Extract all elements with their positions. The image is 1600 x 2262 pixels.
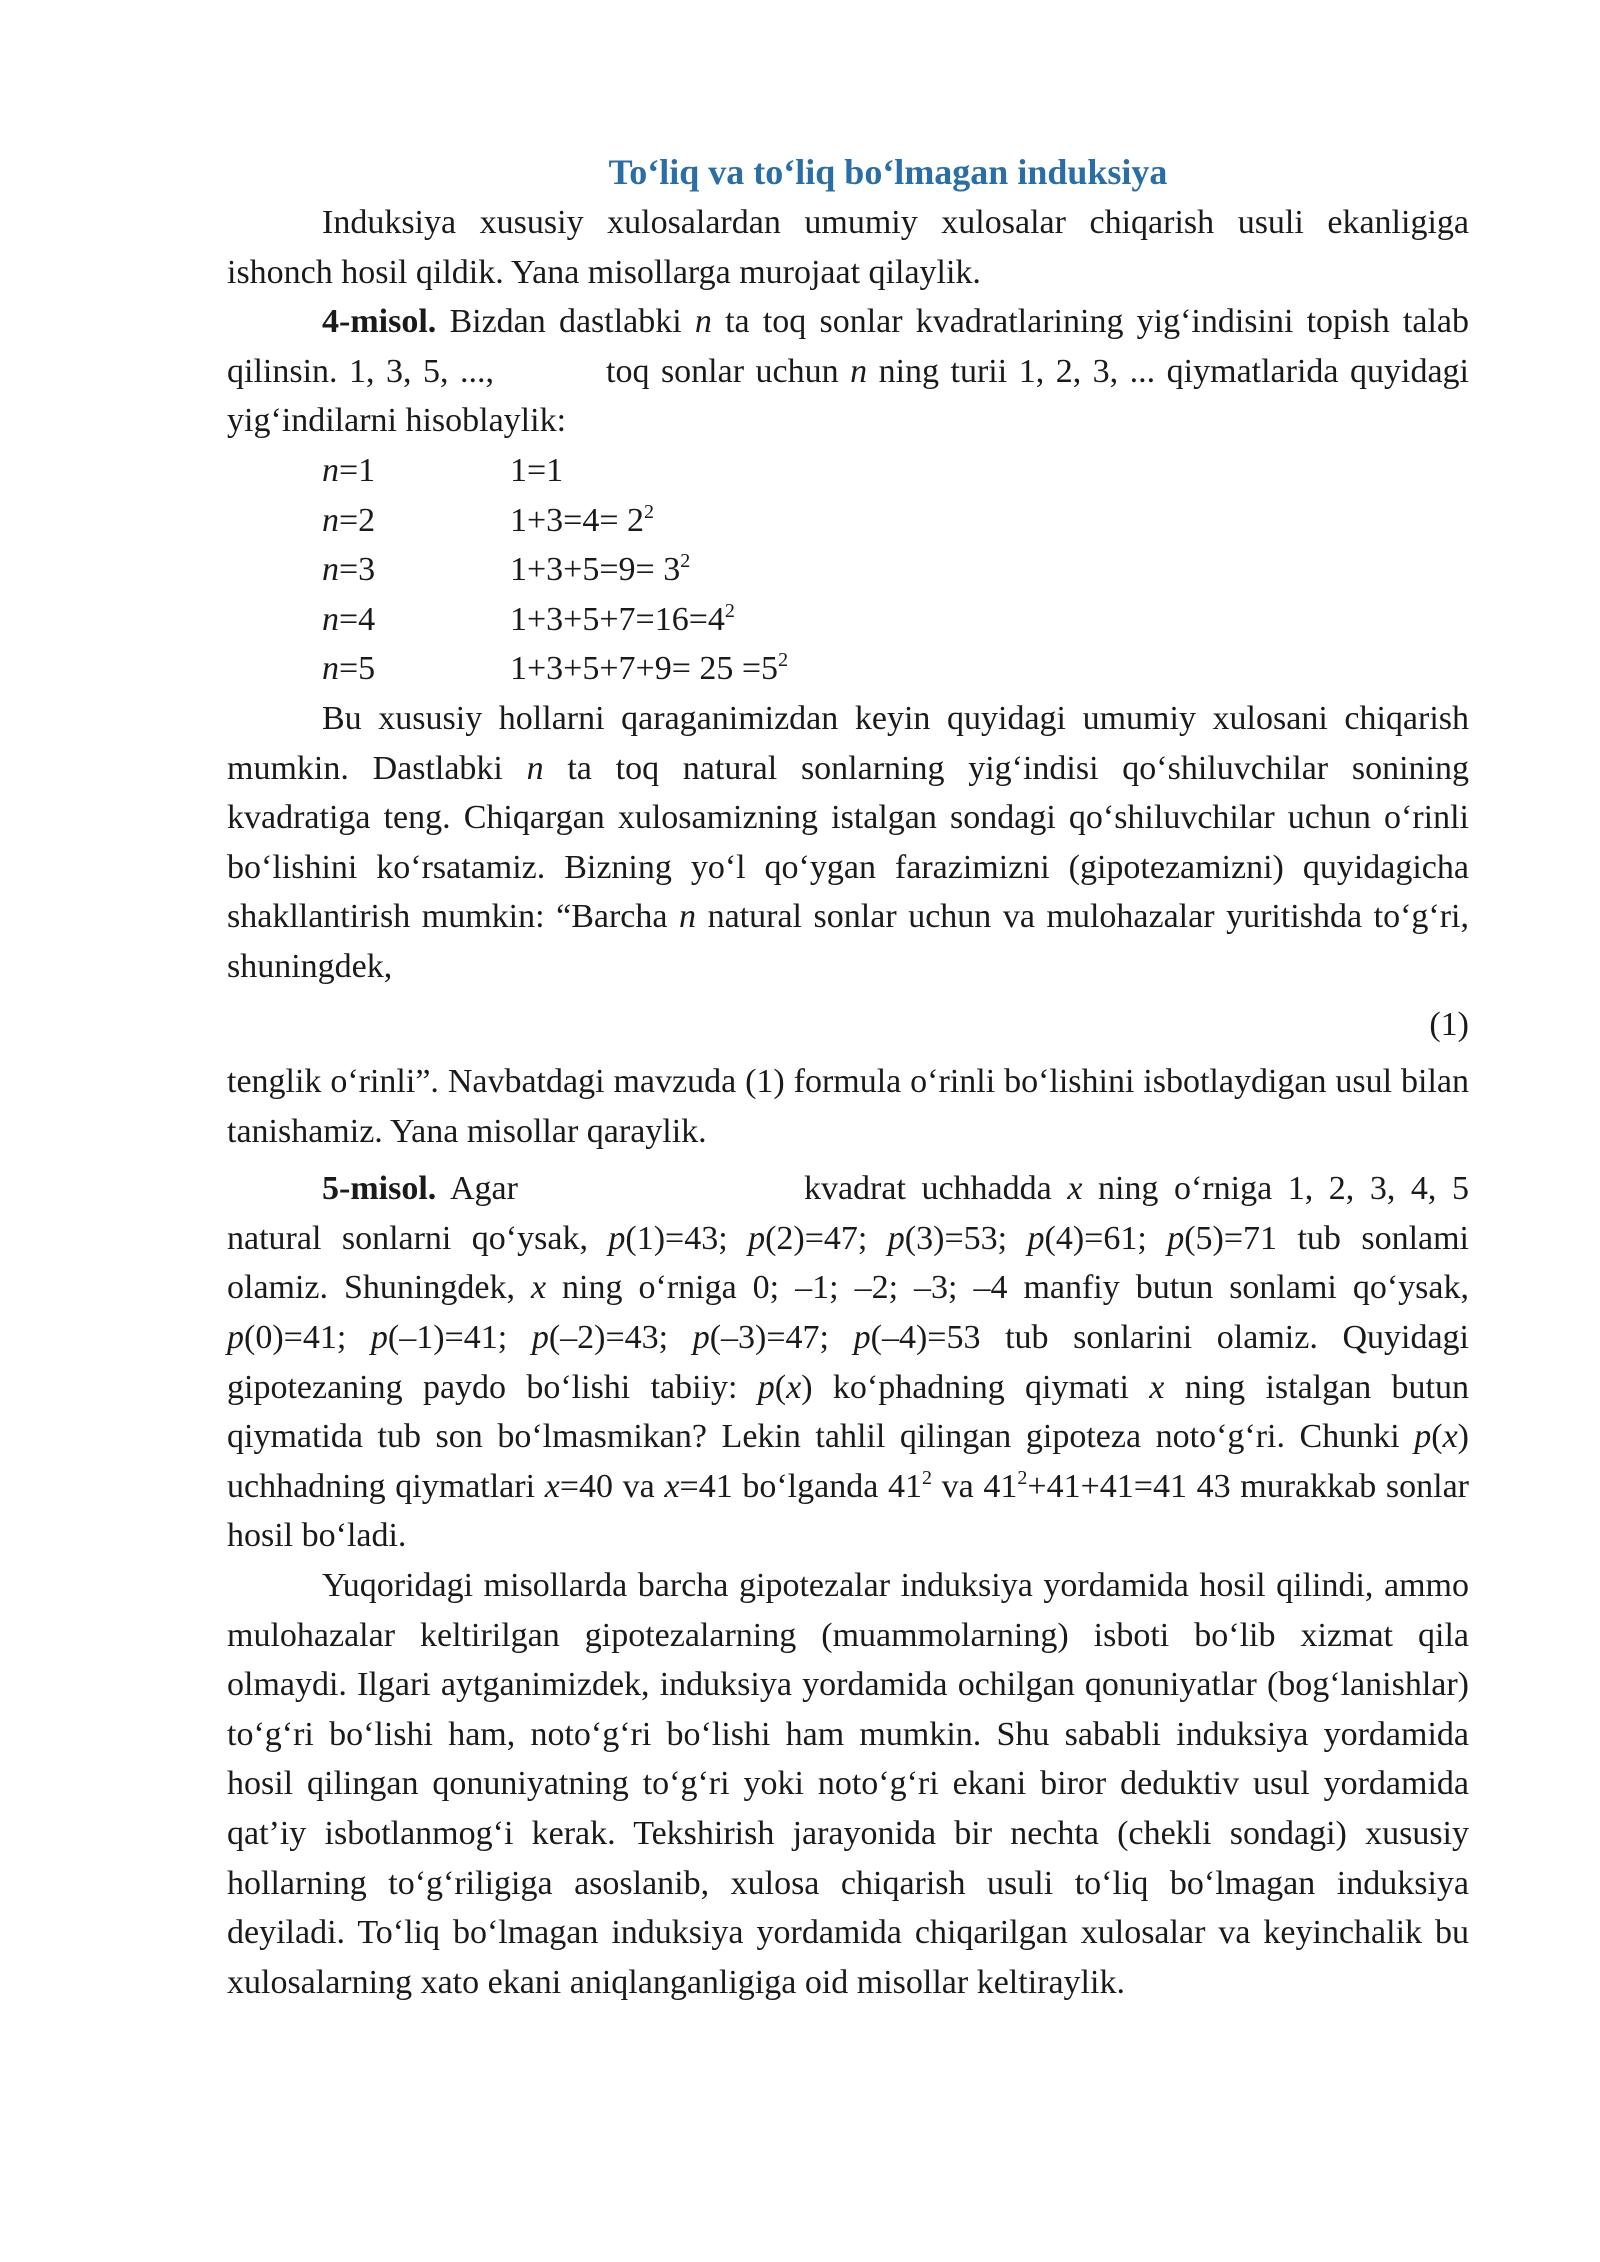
sum-row: n=2 $1+3=4= 2^2$ xyxy=(322,500,655,539)
intro-paragraph: Induksiya xususiy xulosalardan umumiy xulosalar chiqarish usuli ekanligiga ishonch hosil qildik. Yana misollarga murojaat qilaylik. xyxy=(227,204,1469,291)
section-title: To‘liq va to‘liq bo‘lmagan induksiya xyxy=(608,152,1168,192)
document-page xyxy=(227,148,1469,2007)
sum-row: n=1 1=1 xyxy=(322,451,564,489)
final-paragraph: Yuqoridagi misollarda barcha gipotezalar induksiya yordamida hosil qilindi, ammo mulohazalar keltirilgan gipotezalarning (muammolarning) isboti bo‘lib xizmat qila olmaydi. Ilgari aytganimizdek, induksiya yordamida ochilgan qonuniyatlar (bog‘lanishlar) to‘g‘ri bo‘lishi ham, noto‘g‘ri bo‘lishi ham mumkin. Shu sababli induksiya yordamida hosil qilingan qonuniyatning to‘g‘ri yoki noto‘g‘ri ekani biror deduktiv usul yordamida qat’iy isbotlanmog‘i kerak. Tekshirish jarayonida bir nechta (chekli sondagi) xususiy hollarning to‘g‘riligiga asoslanib, xulosa chiqarish usuli to‘liq bo‘lmagan induksiya deyiladi. To‘liq bo‘lmagan induksiya yordamida chiqarilgan xulosalar va keyinchalik bu xulosalarning xato ekani aniqlanganligiga oid misollar keltiraylik. xyxy=(227,1567,1469,2001)
example-5-label: 5-misol. xyxy=(322,1170,437,1208)
sum-row: n=3 $1+3+5=9= 3^2$ xyxy=(322,550,691,589)
sum-table xyxy=(227,446,1469,694)
equation-number: (1) xyxy=(1429,1005,1469,1043)
conclusion-paragraph: Bu xususiy hollarni qaraganimizdan keyin quyidagi umumiy xulosani chiqarish mumkin. Dastlabki n ta toq natural sonlarning yig‘indisi qo‘shiluvchilar sonining kvadratiga teng. Chiqargan xulosamizning istalgan sondagi qo‘shiluvchilar uchun o‘rinli bo‘lishini ko‘rsatamiz. Bizning yo‘l qo‘ygan farazimizni (gipotezamizni) quyidagicha shakllantirish mumkin: “Barcha n natural sonlar uchun va mulohazalar yuritishda to‘g‘ri, shuningdek, xyxy=(227,699,1469,985)
after-equation-paragraph: tenglik o‘rinli”. Navbatdagi mavzuda (1) formula o‘rinli bo‘lishini isbotlaydigan usul bilan tanishamiz. Yana misollar qaraylik. xyxy=(227,1063,1469,1150)
example-4-paragraph: 4-misol. Bizdan dastlabki n ta toq sonlar kvadratlarining yig‘indisini topish talab qilinsin. 1, 3, 5, ..., toq sonlar uchun n ning turii 1, 2, 3, ... qiymatlarida quyidagi yig‘indilarni hisoblaylik: xyxy=(227,303,1469,440)
example-5-paragraph: 5-misol. Agar kvadrat uchhadda x ning o‘rniga 1, 2, 3, 4, 5 natural sonlarni qo‘ysak, p(1)=43; p(2)=47; p(3)=53; p(4)=61; p(5)=71 tub sonlami olamiz. Shuningdek, x ning o‘rniga 0; –1; –2; –3; –4 manfiy butun sonlami qo‘ysak, p(0)=41; p(–1)=41; p(–2)=43; p(–3)=47; p(–4)=53 tub sonlarini olamiz. Quyidagi gipotezaning paydo bo‘lishi tabiiy: p(x) ko‘phadning qiymati x ning istalgan butun qiymatida tub son bo‘lmasmikan? Lekin tahlil qilingan gipoteza noto‘g‘ri. Chunki p(x) uchhadning qiymatlari x=40 va x=41 bo‘lganda $41^2$ va $41^2+41+41=41$ 43 murakkab sonlar hosil bo‘ladi. xyxy=(227,1170,1470,1555)
sum-row: n=4 $1+3+5+7=16=4^2$ xyxy=(322,599,735,638)
example-4-label: 4-misol. xyxy=(322,303,437,341)
sum-row: n=5 $1+3+5+7+9= 25 =5^2$ xyxy=(322,649,789,688)
